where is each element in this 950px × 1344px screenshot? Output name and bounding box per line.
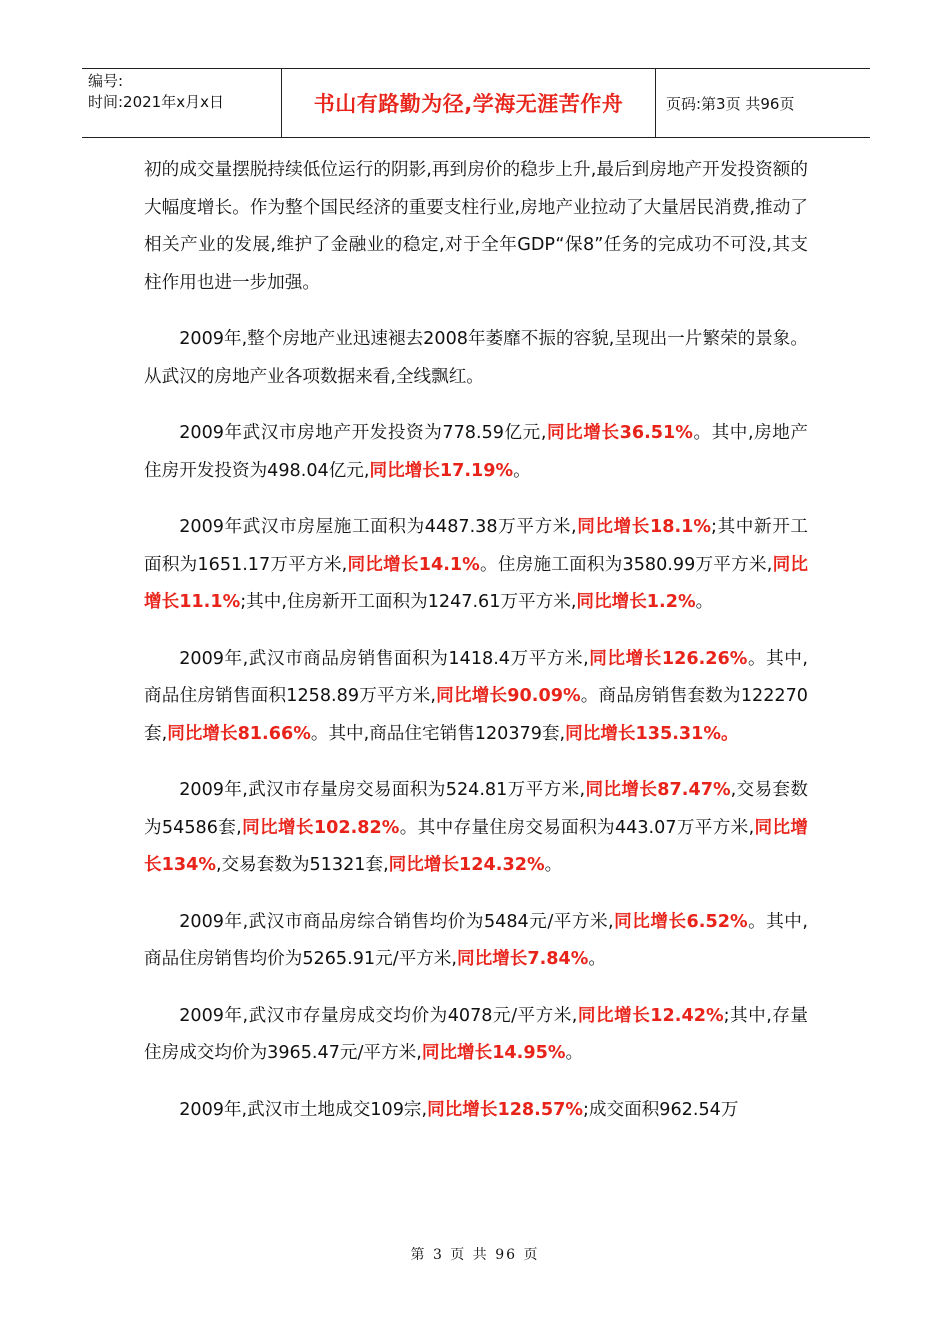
body-text: 。其中,商品住房销售面积1258.89万平方米, [144,648,808,706]
body-text: 。商品房销售套数为122270套, [144,686,808,744]
highlight-text: 同比增长14.1% [347,554,480,575]
paragraph [144,321,808,396]
highlight-text: 同比增长126.26% [588,648,748,669]
paragraph [144,509,808,622]
highlight-text: 同比增长6.52% [613,911,748,932]
body-text: 。其中,商品住宅销售120379套, [310,723,566,744]
body-text: 。其中,房地产住房开发投资为498.04亿元, [144,423,808,481]
header-meta [82,69,282,137]
paragraph [144,152,808,302]
body-text: 。其中存量住房交易面积为443.07万平方米, [399,817,755,838]
paragraph [144,772,808,885]
paragraph [144,1092,808,1130]
header-motto: 书山有路勤为径,学海无涯苦作舟 [282,69,656,137]
body-text: 。 [565,1043,584,1063]
page-footer: 第 3 页 共 96 页 [410,1247,540,1263]
body-text: 2009年武汉市房屋施工面积为4487.38万平方米, [179,517,577,537]
body-text: 。住房施工面积为3580.99万平方米, [479,554,773,575]
paragraph [144,904,808,979]
paragraph [144,641,808,754]
body-text: 2009年,武汉市商品房销售面积为1418.4万平方米, [179,648,589,669]
highlight-text: 。 [721,723,739,744]
body-text: 。其中,商品住房销售均价为5265.91元/平方米, [144,911,809,969]
body-text: ;其中新开工面积为1651.17万平方米, [144,517,808,575]
paragraph [144,415,808,490]
document-body [144,152,808,1148]
body-text: 。 [513,460,531,481]
highlight-text: 同比增长1.2% [576,592,696,612]
body-text: 2009年,整个房地产业迅速褪去2008年萎靡不振的容貌,呈现出一片繁荣的景象。从武汉的房地产业各项数据来看,全线飘红。 [144,329,808,387]
body-text: 。 [695,592,714,612]
highlight-text: 同比增长18.1% [576,517,712,537]
highlight-text: 同比增长36.51% [546,423,693,443]
highlight-text: 同比增长135.31% [565,723,722,744]
body-text: ;其中,住房新开工面积为1247.61万平方米, [240,592,577,612]
body-text: 2009年,武汉市存量房交易面积为524.81万平方米, [179,780,586,800]
body-text: ;其中,存量住房成交均价为3965.47元/平方米, [144,1005,808,1063]
number-label: 编号: [88,72,124,90]
body-text: 2009年,武汉市商品房综合销售均价为5484元/平方米, [179,911,614,932]
highlight-text: 同比增长102.82% [241,817,400,838]
highlight-text: 同比增长87.47% [585,780,731,800]
body-text: 初的成交量摆脱持续低位运行的阴影,再到房价的稳步上升,最后到房地产开发投资额的大幅度增长。作为整个国民经济的重要支柱行业,房地产业拉动了大量居民消费,推动了相关产业的发展,维护了金融业的稳定,对于全年GDP“保8”任务的完成功不可没,其支柱作用也进一步加强。 [144,160,808,293]
body-text: ;成交面积962.54万 [582,1099,739,1120]
highlight-text: 同比增长128.57% [427,1099,583,1120]
time-label: 时间:2021年x月x日 [88,93,224,111]
highlight-text: 同比增长90.09% [435,686,581,706]
highlight-text: 同比增长134% [144,817,808,875]
paragraph [144,998,808,1073]
header-page-info: 页码:第3页 共96页 [666,94,795,113]
body-text: ,交易套数为51321套, [215,855,389,875]
highlight-text: 同比增长124.32% [388,855,545,875]
highlight-text: 同比增长11.1% [144,554,808,612]
body-text: 2009年,武汉市土地成交109宗, [179,1099,428,1120]
body-text: 2009年武汉市房地产开发投资为778.59亿元, [179,423,547,443]
body-text: 2009年,武汉市存量房成交均价为4078元/平方米, [179,1005,578,1026]
highlight-text: 同比增长17.19% [369,460,514,481]
body-text: ,交易套数为54586套, [144,780,808,838]
body-text: 。 [544,855,563,875]
highlight-text: 同比增长12.42% [577,1005,724,1026]
body-text: 。 [588,949,607,969]
highlight-text: 同比增长81.66% [167,723,311,744]
highlight-text: 同比增长14.95% [421,1043,566,1063]
page-header [82,68,870,138]
highlight-text: 同比增长7.84% [457,949,589,969]
